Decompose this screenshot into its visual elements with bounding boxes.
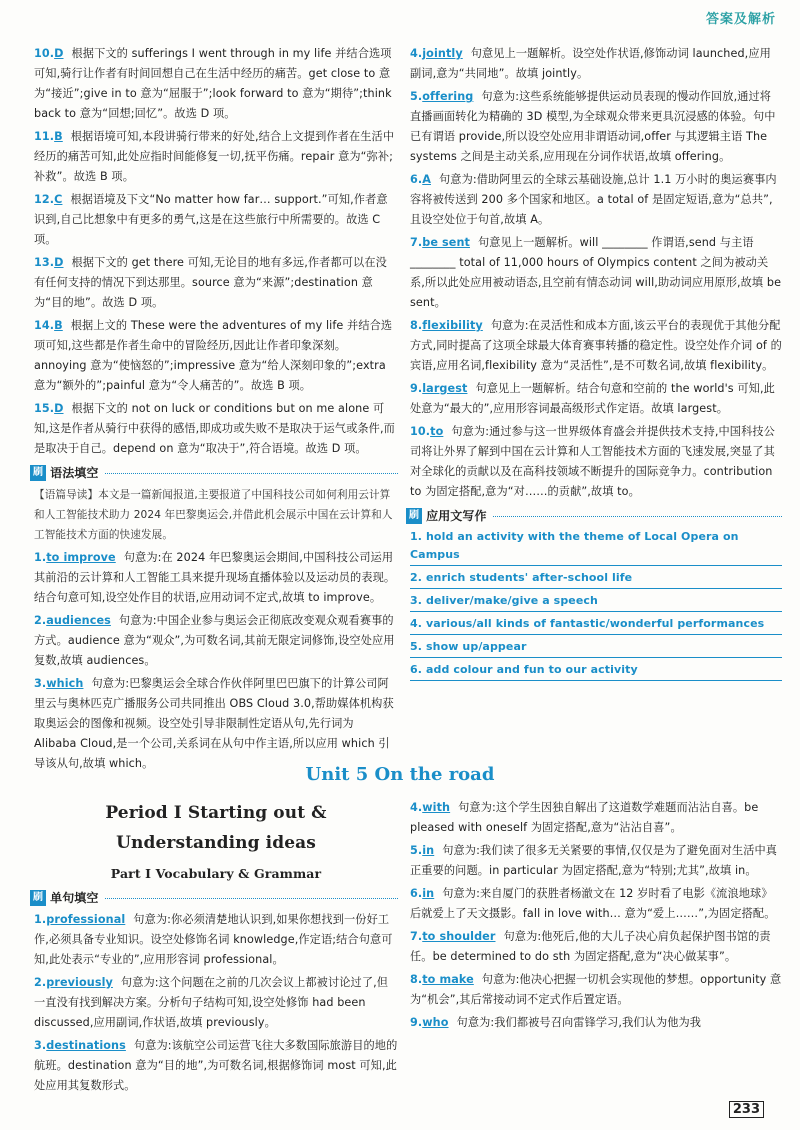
- section-heading: 应用文写作: [426, 509, 487, 523]
- item-explanation: 根据语境及下文“No matter how far… support.”可知,作者意识到,自己比想象中有更多的勇气,这是在这些旅行中所需要的。故选 C 项。: [34, 193, 388, 246]
- item-answer: jointly: [422, 47, 463, 60]
- item-number: 5.: [410, 90, 423, 103]
- item-explanation: 句意为:这个问题在之前的几次会议上都被讨论过了,但一直没有找到解决方案。分析句子结构可知,设空处修饰 had been discussed,应用副词,作状语,故填 previously。: [34, 976, 389, 1029]
- writing-answer-line: [410, 638, 782, 658]
- item-answer: D: [54, 402, 64, 415]
- item-answer: to improve: [46, 551, 116, 564]
- item-answer: D: [54, 256, 64, 269]
- item-answer: in: [422, 844, 435, 857]
- period-title-line1: Period Ⅰ Starting out &: [105, 803, 327, 823]
- item-explanation: 句意为:该航空公司运营飞往大多数国际旅游目的地的航班。destination 意为“目的地”,为可数名词,根据修饰词 most 可知,此处应用其复数形式。: [34, 1039, 398, 1092]
- item-explanation: 句意为:我们都被号召向雷锋学习,我们认为他为我: [456, 1016, 702, 1029]
- item-explanation: 句意为:中国企业参与奥运会正彻底改变观众观看赛事的方式。audience 意为“观众”,为可数名词,其前无限定词修饰,设空处应用复数,故填 audiences。: [34, 614, 395, 667]
- sentence-section-header: [30, 888, 398, 908]
- part-title: Part Ⅰ Vocabulary & Grammar: [110, 866, 322, 881]
- bottom-left-column: [34, 798, 398, 1099]
- answer-item: [410, 927, 782, 967]
- answer-item: [34, 973, 398, 1033]
- sentence-answers-right: [410, 798, 782, 1033]
- answer-item: [34, 548, 398, 608]
- item-number: 3.: [34, 1039, 47, 1052]
- writing-answer-line: [410, 592, 782, 612]
- item-number: 7.: [410, 236, 423, 249]
- item-number: 11.: [34, 130, 55, 143]
- item-number: 1.: [34, 551, 47, 564]
- item-explanation: 句意为:通过参与这一世界级体育盛会并提供技术支持,中国科技公司将让外界了解到中国在云计算和人工智能技术方面的飞速发展,突显了其对全球化的贡献以及在高科技领域不断提升的国际竞争力。contribution to 为固定搭配,意为“对……的贡献”,故填 to。: [410, 425, 775, 498]
- grammar-answers-left: [34, 548, 398, 774]
- item-explanation: 根据语境可知,本段讲骑行带来的好处,结合上文提到作者在生活中经历的痛苦可知,此处应指时间能修复一切,抚平伤痛。repair 意为“弥补;补救”。故选 B 项。: [34, 130, 395, 183]
- item-answer: to make: [422, 973, 474, 986]
- item-number: 9.: [410, 382, 423, 395]
- item-number: 7.: [410, 930, 423, 943]
- item-number: 12.: [34, 193, 55, 206]
- item-explanation: 句意为:这个学生因独自解出了这道数学难题而沾沾自喜。be pleased with oneself 为固定搭配,意为“沾沾自喜”。: [410, 801, 759, 834]
- item-explanation: 句意见上一题解析。结合句意和空前的 the world's 可知,此处意为“最大的”,应用形容词最高级形式作定语。故填 largest。: [410, 382, 775, 415]
- item-answer: to: [430, 425, 444, 438]
- answer-item: [34, 611, 398, 671]
- item-explanation: 句意为:来自厦门的获胜者杨澈文在 12 岁时看了电影《流浪地球》后就爱上了天文摄影。fall in love with… 意为“爱上……”,为固定搭配。: [410, 887, 776, 920]
- page-header: [20, 6, 776, 28]
- item-answer: offering: [422, 90, 474, 103]
- item-explanation: 根据下文的 get there 可知,无论目的地有多远,作者都可以在没有任何支持的情况下到达那里。source 意为“来源”;destination 意为“目的地”。故选 D 项。: [34, 256, 387, 309]
- answer-item: [410, 170, 782, 230]
- item-number: 6.: [410, 663, 423, 676]
- item-number: 10.: [34, 47, 55, 60]
- item-number: 5.: [410, 640, 423, 653]
- answer-item: [34, 316, 398, 396]
- period-title-line2: Understanding ideas: [116, 833, 316, 853]
- unit-title: Unit 5 On the road: [305, 764, 495, 785]
- writing-answer-text: add colour and fun to our activity: [425, 663, 638, 676]
- item-explanation: 根据上文的 These were the adventures of my life 并结合选项可知,这些都是作者生命中的冒险经历,因此让作者印象深刻。annoying 意为“使恼怒的”;impressive 意为“给人深刻印象的”;extra 意为“额外的”;painful 意为“令人痛苦的”。故选 B 项。: [34, 319, 393, 392]
- item-answer: C: [54, 193, 63, 206]
- item-number: 4.: [410, 801, 423, 814]
- answer-item: [34, 399, 398, 459]
- item-answer: destinations: [46, 1039, 126, 1052]
- item-number: 1.: [34, 913, 47, 926]
- answer-item: [34, 127, 398, 187]
- answer-item: [410, 841, 782, 881]
- section-title: 答案及解析: [705, 12, 776, 27]
- item-answer: audiences: [46, 614, 111, 627]
- answer-item: [34, 1036, 398, 1096]
- item-number: 2.: [410, 571, 423, 584]
- right-column: [410, 44, 782, 684]
- writing-section-header: [406, 506, 782, 526]
- item-explanation: 句意为:借助阿里云的全球云基础设施,总计 1.1 万小时的奥运赛事内容将被传送到 200 多个国家和地区。a total of 是固定短语,意为“总共”,且设空处位于句首,故填 A。: [410, 173, 777, 226]
- item-explanation: 句意为:这些系统能够提供运动员表现的慢动作回放,通过将直播画面转化为精确的 3D 模型,为全球观众带来更具沉浸感的体验。句中已有谓语 provide,所以设空处应用非谓语动词,offer 与其逻辑主语 The systems 之间是主动关系,应用现在分词作状语,故填 offering。: [410, 90, 776, 163]
- writing-answer-line: [410, 528, 782, 566]
- page-number: 233: [729, 1101, 764, 1118]
- item-explanation: 句意见上一题解析。will ________ 作谓语,send 与主语 ________ total of 11,000 hours of Olympics content 之间为被动关系,所以此处应用被动语态,且空前有情态动词 will,助动词应用原形,故填 be sent。: [410, 236, 782, 309]
- writing-answer-text: hold an activity with the theme of Local Opera on Campus: [410, 530, 739, 561]
- answer-item: [410, 87, 782, 167]
- period-title: [34, 798, 398, 858]
- item-answer: who: [422, 1016, 449, 1029]
- item-answer: be sent: [422, 236, 470, 249]
- writing-answer-line: [410, 615, 782, 635]
- answer-item: [34, 44, 398, 124]
- item-answer: B: [54, 130, 63, 143]
- writing-answer-line: [410, 569, 782, 589]
- item-number: 9.: [410, 1016, 423, 1029]
- writing-answer-text: various/all kinds of fantastic/wonderful performances: [425, 617, 765, 630]
- item-answer: D: [54, 47, 64, 60]
- bottom-right-column: [410, 798, 782, 1036]
- item-number: 8.: [410, 319, 423, 332]
- item-number: 1.: [410, 530, 423, 543]
- item-answer: largest: [422, 382, 468, 395]
- writing-answer-text: show up/appear: [425, 640, 527, 653]
- item-number: 8.: [410, 973, 423, 986]
- section-heading: 单句填空: [50, 891, 99, 905]
- item-number: 10.: [410, 425, 431, 438]
- item-answer: professional: [46, 913, 126, 926]
- answer-item: [410, 884, 782, 924]
- item-answer: B: [54, 319, 63, 332]
- item-answer: with: [422, 801, 451, 814]
- item-answer: to shoulder: [422, 930, 496, 943]
- item-number: 13.: [34, 256, 55, 269]
- item-answer: flexibility: [422, 319, 483, 332]
- section-heading: 语法填空: [50, 466, 99, 480]
- answer-item: [410, 422, 782, 502]
- grammar-section-header: [30, 463, 398, 483]
- item-number: 6.: [410, 887, 423, 900]
- item-number: 6.: [410, 173, 423, 186]
- item-answer: A: [422, 173, 431, 186]
- answer-item: [34, 674, 398, 774]
- item-explanation: 句意见上一题解析。设空处作状语,修饰动词 launched,应用副词,意为“共同地”。故填 jointly。: [410, 47, 771, 80]
- grammar-answers-right: [410, 44, 782, 502]
- passage-guide: 【语篇导读】本文是一篇新闻报道,主要报道了中国科技公司如何利用云计算和人工智能技术助力 2024 年巴黎奥运会,并借此机会展示中国在云计算和人工智能技术方面的快速发展。: [34, 489, 393, 541]
- item-answer: which: [46, 677, 84, 690]
- answer-item: [410, 233, 782, 313]
- divider: [493, 516, 782, 517]
- answer-item: [410, 1013, 782, 1033]
- answer-item: [410, 316, 782, 376]
- answer-item: [410, 379, 782, 419]
- answer-item: [410, 798, 782, 838]
- item-answer: previously: [46, 976, 113, 989]
- item-number: 4.: [410, 47, 423, 60]
- section-tag: 刷: [406, 508, 422, 524]
- item-explanation: 句意为:你必须清楚地认识到,如果你想找到一份好工作,必须具备专业知识。设空处修饰名词 knowledge,作定语;结合句意可知,此处表示“专业的”,应用形容词 professional。: [34, 913, 393, 966]
- item-explanation: 句意为:在灵活性和成本方面,该云平台的表现优于其他分配方式,同时提高了这项全球最大体育赛事转播的稳定性。设空处作介词 of 的宾语,应用名词,flexibility 意为“灵活性”,是不可数名词,故填 flexibility。: [410, 319, 782, 372]
- answer-item: [34, 910, 398, 970]
- item-explanation: 句意为:我们读了很多无关紧要的事情,仅仅是为了避免面对生活中真正重要的问题。in particular 为固定搭配,意为“特别;尤其”,故填 in。: [410, 844, 778, 877]
- item-explanation: 句意为:巴黎奥运会全球合作伙伴阿里巴巴旗下的计算公司阿里云与奥林匹克广播服务公司共同推出 OBS Cloud 3.0,帮助媒体机构获取奥运会的图像和视频。设空处引导非限制性定语从句,先行词为 Alibaba Cloud,是一个公司,关系词在从句中作主语,所以应用 which 引导该从句,故填 which。: [34, 677, 394, 770]
- item-explanation: 句意为:在 2024 年巴黎奥运会期间,中国科技公司运用其前沿的云计算和人工智能工具来提升现场直播体验以及运动员的表现。结合句意可知,设空处作目的状语,应用动词不定式,故填 to improve。: [34, 551, 396, 604]
- writing-answer-text: deliver/make/give a speech: [425, 594, 598, 607]
- sentence-answers-left: [34, 910, 398, 1096]
- item-number: 15.: [34, 402, 55, 415]
- left-column: [34, 44, 398, 777]
- answer-item: [410, 44, 782, 84]
- item-number: 3.: [410, 594, 423, 607]
- reading-answers: [34, 44, 398, 459]
- item-number: 14.: [34, 319, 55, 332]
- item-explanation: 根据下文的 not on luck or conditions but on me alone 可知,这是作者从骑行中获得的感悟,即成功或失败不是取决于运气或条件,而是取决于自己。depend on 意为“取决于”,符合语境。故选 D 项。: [34, 402, 395, 455]
- writing-answer-text: enrich students' after-school life: [425, 571, 633, 584]
- section-tag: 刷: [30, 890, 46, 906]
- item-number: 2.: [34, 614, 47, 627]
- answer-item: [34, 253, 398, 313]
- item-explanation: 根据下文的 sufferings I went through in my life 并结合选项可知,骑行让作者有时间回想自己在生活中经历的痛苦。get close to 意为“接近”;give in to 意为“屈服于”;look forward to 意为“期待”;think back to 意为“回想;回忆”。故选 D 项。: [34, 47, 392, 120]
- writing-answer-line: [410, 661, 782, 681]
- divider: [105, 898, 398, 899]
- item-number: 3.: [34, 677, 47, 690]
- section-tag: 刷: [30, 465, 46, 481]
- item-number: 5.: [410, 844, 423, 857]
- item-answer: in: [422, 887, 435, 900]
- divider: [105, 473, 398, 474]
- item-number: 2.: [34, 976, 47, 989]
- writing-answers: [410, 528, 782, 681]
- item-explanation: 句意为:他死后,他的大儿子决心肩负起保护图书馆的责任。be determined to do sth 为固定搭配,意为“决心做某事”。: [410, 930, 771, 963]
- item-explanation: 句意为:他决心把握一切机会实现他的梦想。opportunity 意为“机会”,其后常接动词不定式作后置定语。: [410, 973, 782, 1006]
- answer-item: [410, 970, 782, 1010]
- item-number: 4.: [410, 617, 423, 630]
- answer-item: [34, 190, 398, 250]
